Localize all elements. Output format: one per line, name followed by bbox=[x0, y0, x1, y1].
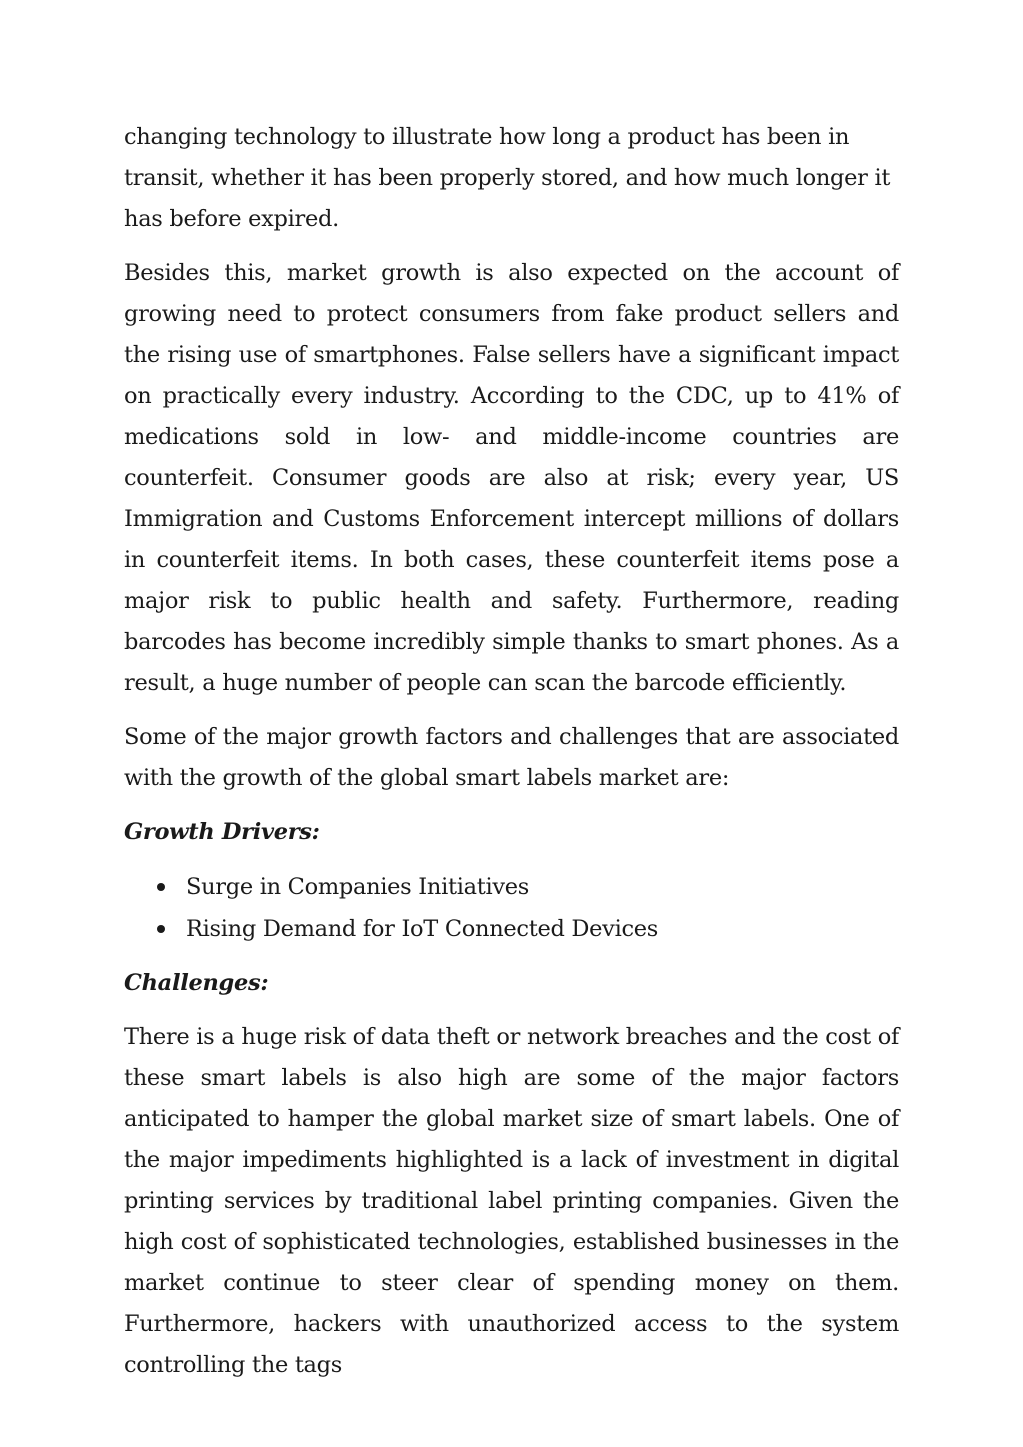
document-page bbox=[124, 117, 899, 1399]
heading-challenges: Challenges: bbox=[124, 970, 269, 996]
bullet-icon bbox=[157, 883, 165, 891]
list-item bbox=[124, 866, 899, 908]
list-item-text: Rising Demand for IoT Connected Devices bbox=[186, 916, 659, 942]
bullet-icon bbox=[157, 925, 165, 933]
growth-drivers-list bbox=[124, 866, 899, 950]
list-item bbox=[124, 908, 899, 950]
paragraph-market-growth: Besides this, market growth is also expected on the account of growing need to protect consumers from fake product sellers and the rising use of smartphones. False sellers have a significant impact on practically every industry. According to the CDC, up to 41% of medications sold in low- and middle-income countries are counterfeit. Consumer goods are also at risk; every year, US Immigration and Customs Enforcement intercept millions of dollars in counterfeit items. In both cases, these counterfeit items pose a major risk to public health and safety. Furthermore, reading barcodes has become incredibly simple thanks to smart phones. As a result, a huge number of people can scan the barcode efficiently. bbox=[124, 260, 899, 696]
paragraph-factors-intro: Some of the major growth factors and challenges that are associated with the growth of the global smart labels market are: bbox=[124, 724, 899, 791]
list-item-text: Surge in Companies Initiatives bbox=[186, 874, 530, 900]
paragraph-transit-tracking: changing technology to illustrate how long a product has been in transit, whether it has been properly stored, and how much longer it has before expired. bbox=[124, 124, 891, 232]
heading-growth-drivers: Growth Drivers: bbox=[124, 819, 320, 845]
paragraph-challenges: There is a huge risk of data theft or network breaches and the cost of these smart labels is also high are some of the major factors anticipated to hamper the global market size of smart labels. One of the major impediments highlighted is a lack of investment in digital printing services by traditional label printing companies. Given the high cost of sophisticated technologies, established businesses in the market continue to steer clear of spending money on them. Furthermore, hackers with unauthorized access to the system controlling the tags bbox=[124, 1024, 899, 1378]
